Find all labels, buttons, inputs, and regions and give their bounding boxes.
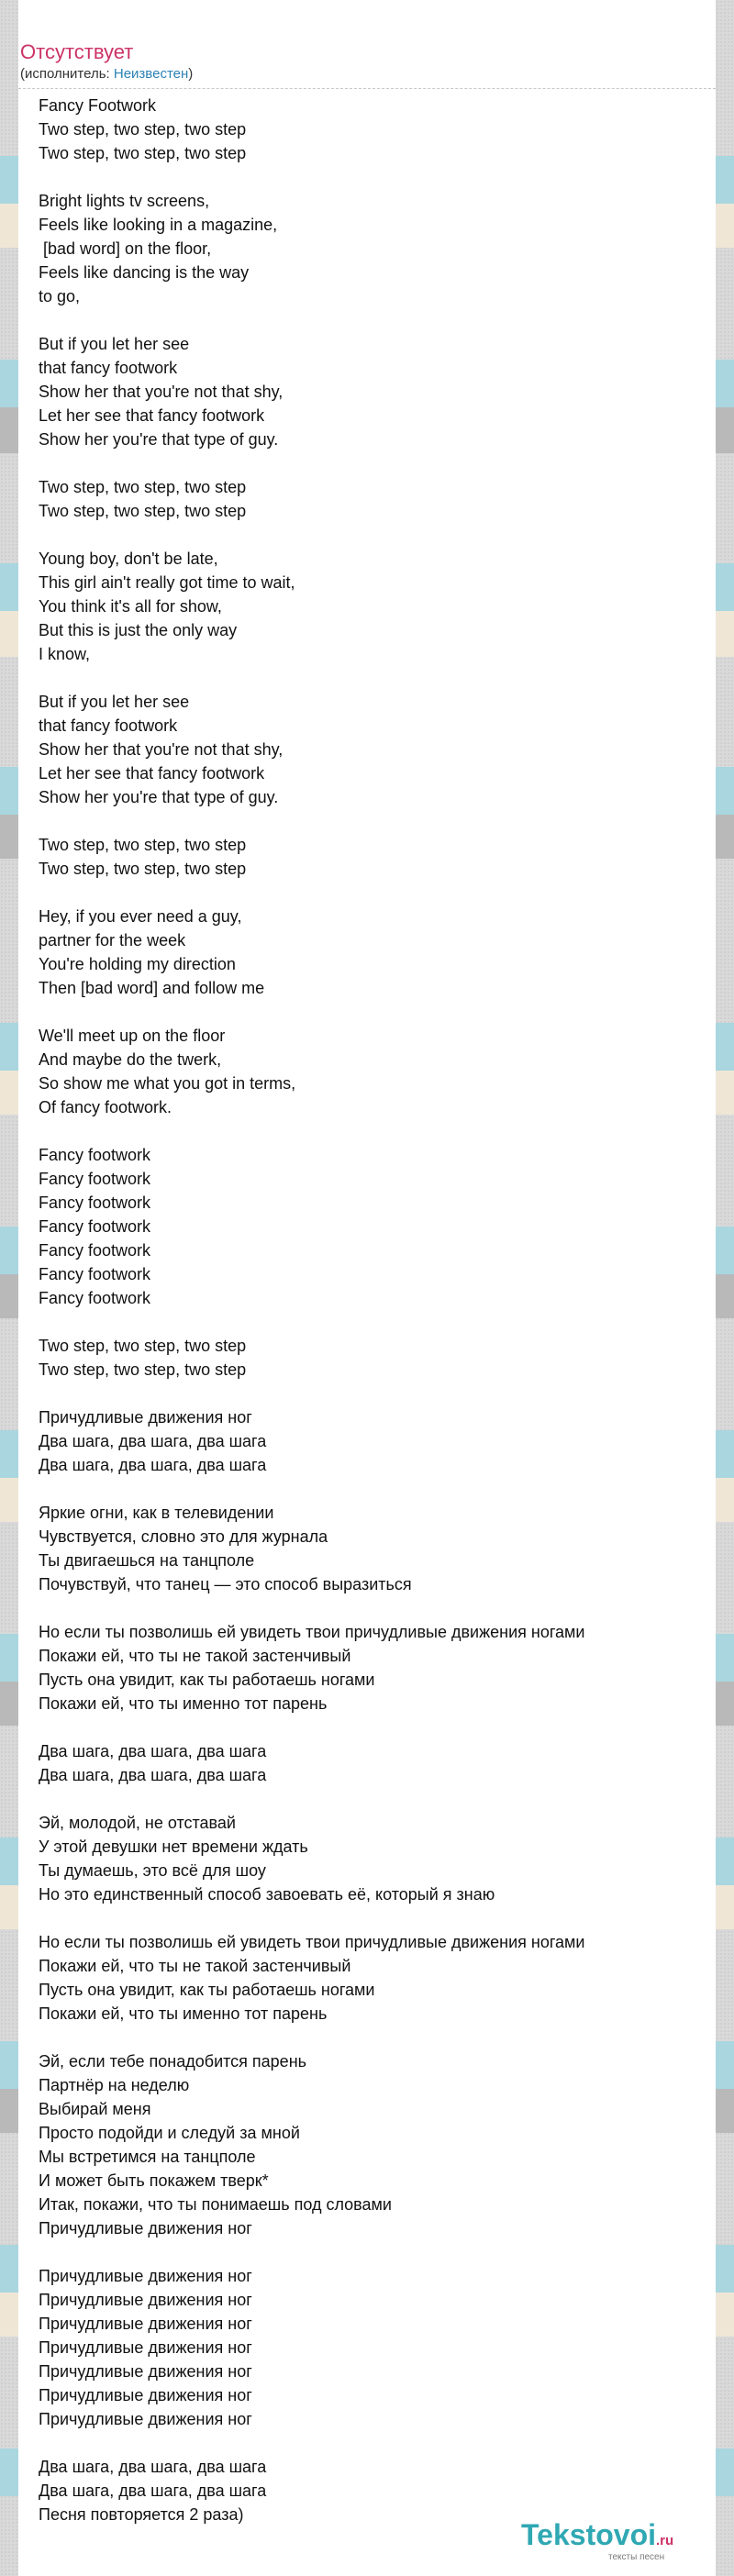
lyric-line: partner for the week: [39, 931, 186, 949]
lyric-line: У этой девушки нет времени ждать: [39, 1838, 308, 1856]
lyric-line: [39, 451, 699, 475]
lyric-line: I know,: [39, 645, 91, 663]
lyric-line: Hey, if you ever need a guy,: [39, 907, 242, 926]
lyric-line: Выбирай меня: [39, 2100, 151, 2118]
lyric-line: Fancy Footwork: [39, 96, 157, 115]
lyric-line: [39, 1119, 699, 1143]
lyric-line: [39, 1715, 699, 1739]
lyric-line: Два шага, два шага, два шага: [39, 2482, 267, 2500]
lyric-line: Two step, two step, two step: [39, 478, 247, 496]
lyric-line: Young boy, don't be late,: [39, 550, 218, 568]
lyric-line: Покажи ей, что ты не такой застенчивый: [39, 1957, 351, 1975]
lyric-line: Fancy footwork: [39, 1289, 151, 1307]
lyric-line: Причудливые движения ног: [39, 2410, 252, 2428]
lyric-line: Then [bad word] and follow me: [39, 979, 265, 997]
lyric-line: [39, 2026, 699, 2049]
lyric-line: Two step, two step, two step: [39, 1360, 247, 1379]
lyric-line: [39, 1382, 699, 1405]
lyric-line: Feels like looking in a magazine,: [39, 216, 278, 234]
lyric-line: Партнёр на неделю: [39, 2076, 190, 2094]
lyric-line: Мы встретимся на танцполе: [39, 2148, 256, 2166]
lyric-line: Two step, two step, two step: [39, 860, 247, 878]
lyric-line: Fancy footwork: [39, 1170, 151, 1188]
lyric-line: But if you let her see: [39, 335, 190, 353]
lyric-line: Причудливые движения ног: [39, 2315, 252, 2333]
lyric-line: that fancy footwork: [39, 716, 178, 735]
lyric-line: [39, 1477, 699, 1501]
lyric-line: Let her see that fancy footwork: [39, 764, 265, 783]
lyric-line: Fancy footwork: [39, 1241, 151, 1260]
lyric-line: Fancy footwork: [39, 1194, 151, 1212]
lyric-line: Show her that you're not that shy,: [39, 740, 284, 759]
lyric-line: [39, 1787, 699, 1811]
lyric-line: Итак, покажи, что ты понимаешь под словами: [39, 2195, 392, 2214]
logo-tagline: тексты песен: [608, 2552, 665, 2562]
lyric-line: Причудливые движения ног: [39, 2267, 252, 2285]
lyric-line: Причудливые движения ног: [39, 2219, 252, 2237]
lyric-line: [39, 666, 699, 690]
lyric-line: Two step, two step, two step: [39, 836, 247, 854]
lyric-line: But this is just the only way: [39, 621, 238, 639]
lyric-line: Два шага, два шага, два шага: [39, 1432, 267, 1450]
lyric-line: that fancy footwork: [39, 359, 178, 377]
lyric-line: Почувствуй, что танец — это способ выразиться: [39, 1575, 412, 1593]
lyric-line: Два шага, два шага, два шага: [39, 1766, 267, 1784]
lyric-line: Причудливые движения ног: [39, 2386, 252, 2404]
lyric-line: Show her that you're not that shy,: [39, 383, 284, 401]
lyric-line: Two step, two step, two step: [39, 1337, 247, 1355]
lyric-line: Пусть она увидит, как ты работаешь ногами: [39, 1671, 375, 1689]
lyric-line: Let her see that fancy footwork: [39, 406, 265, 425]
lyric-line: Of fancy footwork.: [39, 1098, 172, 1116]
performer-link[interactable]: Неизвестен: [113, 66, 189, 82]
lyric-line: Bright lights tv screens,: [39, 192, 210, 210]
lyric-line: Причудливые движения ног: [39, 2338, 252, 2357]
lyric-line: Эй, молодой, не отставай: [39, 1814, 236, 1832]
lyric-line: Пусть она увидит, как ты работаешь ногами: [39, 1981, 375, 1999]
lyric-line: Причудливые движения ног: [39, 2362, 252, 2381]
lyric-line: Но если ты позволишь ей увидеть твои причудливые движения ногами: [39, 1933, 585, 1951]
lyric-line: [39, 2431, 699, 2455]
lyric-line: Show her you're that type of guy.: [39, 430, 279, 449]
lyric-line: Two step, two step, two step: [39, 144, 247, 162]
lyric-line: Но если ты позволишь ей увидеть твои причудливые движения ногами: [39, 1623, 585, 1641]
lyric-line: Show her you're that type of guy.: [39, 788, 279, 806]
lyric-line: This girl ain't really got time to wait,: [39, 573, 295, 592]
lyric-line: Эй, если тебе понадобится парень: [39, 2052, 307, 2071]
lyric-line: Покажи ей, что ты именно тот парень: [39, 2004, 328, 2023]
lyric-line: [39, 1906, 699, 1930]
lyric-line: [39, 308, 699, 332]
lyric-line: [39, 1000, 699, 1024]
lyric-line: Ты двигаешься на танцполе: [39, 1551, 255, 1570]
lyrics-text: [39, 94, 699, 2526]
lyric-line: You think it's all for show,: [39, 597, 222, 616]
lyric-line: Просто подойди и следуй за мной: [39, 2124, 300, 2142]
lyric-line: Но это единственный способ завоевать её, который я знаю: [39, 1885, 495, 1904]
lyric-line: You're holding my direction: [39, 955, 236, 973]
logo-name: Tekstovoi: [521, 2518, 656, 2551]
lyric-line: Fancy footwork: [39, 1217, 151, 1236]
lyric-line: And maybe do the twerk,: [39, 1050, 222, 1069]
lyric-line: But if you let her see: [39, 693, 190, 711]
performer-close: ): [188, 66, 194, 82]
song-title: Отсутствует: [20, 40, 134, 63]
lyric-line: Ты думаешь, это всё для шоу: [39, 1861, 266, 1880]
song-header: [20, 40, 193, 83]
lyric-line: Чувствуется, словно это для журнала: [39, 1527, 328, 1546]
lyric-line: Покажи ей, что ты не такой застенчивый: [39, 1647, 351, 1665]
lyric-line: Two step, two step, two step: [39, 120, 247, 139]
lyric-line: Два шага, два шага, два шага: [39, 1456, 267, 1474]
lyric-line: [39, 2240, 699, 2264]
lyric-line: Fancy footwork: [39, 1146, 151, 1164]
site-logo[interactable]: [521, 2519, 718, 2565]
lyric-line: [39, 1596, 699, 1620]
lyric-line: Песня повторяется 2 раза): [39, 2505, 244, 2524]
lyric-line: Причудливые движения ног: [39, 2291, 252, 2309]
lyric-line: Покажи ей, что ты именно тот парень: [39, 1694, 328, 1713]
lyric-line: Два шага, два шага, два шага: [39, 1742, 267, 1760]
lyric-line: И может быть покажем тверк*: [39, 2171, 269, 2190]
performer-label: (исполнитель:: [20, 66, 114, 82]
lyric-line: Яркие огни, как в телевидении: [39, 1504, 274, 1522]
lyric-line: [39, 523, 699, 547]
lyric-line: [bad word] on the floor,: [39, 239, 212, 258]
lyric-line: to go,: [39, 287, 81, 305]
lyric-line: We'll meet up on the floor: [39, 1027, 226, 1045]
performer-line: [20, 66, 193, 83]
lyric-line: [39, 165, 699, 189]
lyric-line: Причудливые движения ног: [39, 1408, 252, 1427]
lyric-line: Fancy footwork: [39, 1265, 151, 1283]
header-divider: [18, 88, 716, 89]
lyric-line: [39, 1310, 699, 1334]
lyric-line: Два шага, два шага, два шага: [39, 2458, 267, 2476]
lyric-line: Feels like dancing is the way: [39, 263, 250, 282]
lyric-line: Two step, two step, two step: [39, 502, 247, 520]
logo-tld: .ru: [656, 2533, 674, 2548]
lyric-line: [39, 881, 699, 905]
lyric-line: [39, 809, 699, 833]
lyric-line: So show me what you got in terms,: [39, 1074, 296, 1093]
